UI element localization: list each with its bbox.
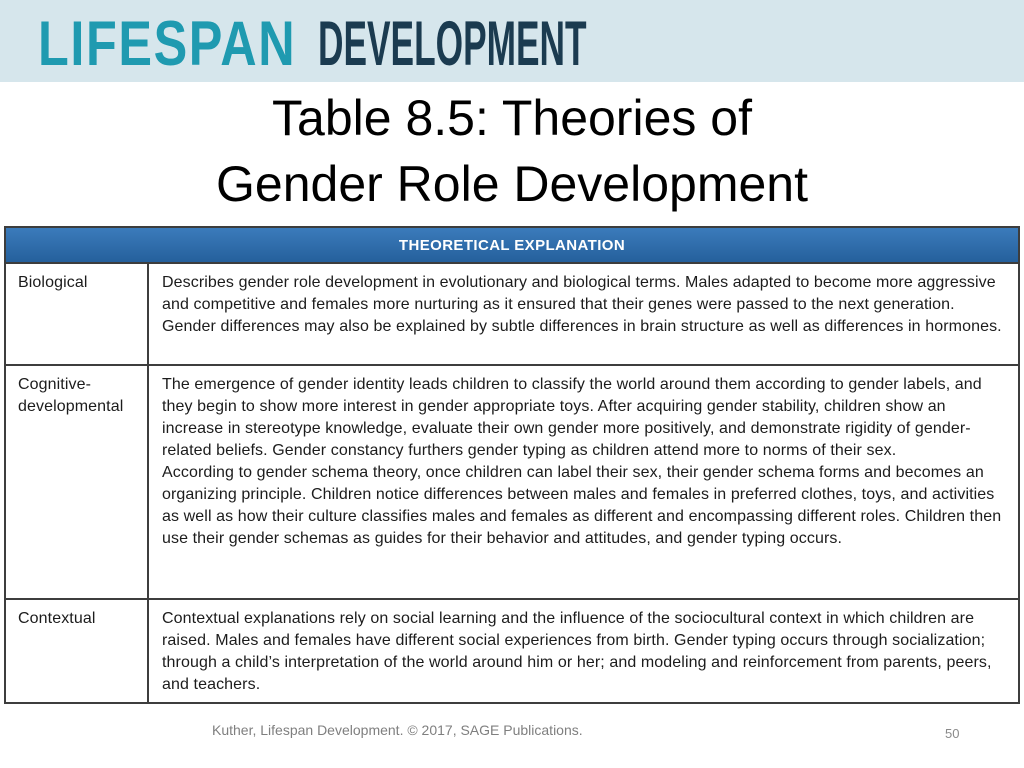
brand-logo-development: DEVELOPMENT: [318, 9, 587, 79]
table-header-row: [5, 227, 1019, 263]
theory-label: Contextual: [5, 599, 148, 703]
table-header: THEORETICAL EXPLANATION: [5, 227, 1019, 263]
theory-explanation: [148, 365, 1019, 599]
explanation-paragraph: Contextual explanations rely on social learning and the influence of the sociocultural context in which children are raised. Males and females have different social experiences from birth. Gender typing occurs through socialization; through a child’s interpretation of the world around him or her; and modeling and reinforcement from parents, peers, and teachers.: [162, 610, 992, 693]
explanation-paragraph: Describes gender role development in evolutionary and biological terms. Males adapted to become more aggressive and competitive and females more nurturing as it ensured that their genes were passed to the next generation. Gender differences may also be explained by subtle differences in brain structure as well as differences in hormones.: [162, 274, 1002, 335]
theory-label: Cognitive-developmental: [5, 365, 148, 599]
theory-explanation: [148, 263, 1019, 365]
slide-title: Table 8.5: Theories of Gender Role Development: [216, 90, 808, 212]
table-row: [5, 263, 1019, 365]
brand-logo-lifespan: LIFESPAN: [38, 9, 297, 79]
explanation-paragraph: The emergence of gender identity leads children to classify the world around them according to gender labels, and they begin to show more interest in gender appropriate toys. After acquiring gender stability, children show an increase in stereotype knowledge, evaluate their own gender more positively, and demonstrate rigidity of gender-related beliefs. Gender constancy furthers gender typing as children attend more to norms of their sex.: [162, 376, 982, 459]
table-row: [5, 599, 1019, 703]
slide-number: 50: [945, 726, 960, 741]
explanation-paragraph: According to gender schema theory, once children can label their sex, their gender schema forms and becomes an organizing principle. Children notice differences between males and females in preferred clothes, toys, and activities as well as how their culture classifies males and females as different and encompassing different roles. Children then use their gender schemas as guides for their behavior and attitudes, and gender typing occurs.: [162, 464, 1002, 547]
theory-explanation: [148, 599, 1019, 703]
theories-table: [4, 226, 1020, 704]
table-row: [5, 365, 1019, 599]
theory-label: Biological: [5, 263, 148, 365]
footer-citation: Kuther, Lifespan Development. © 2017, SAGE Publications.: [212, 722, 583, 738]
